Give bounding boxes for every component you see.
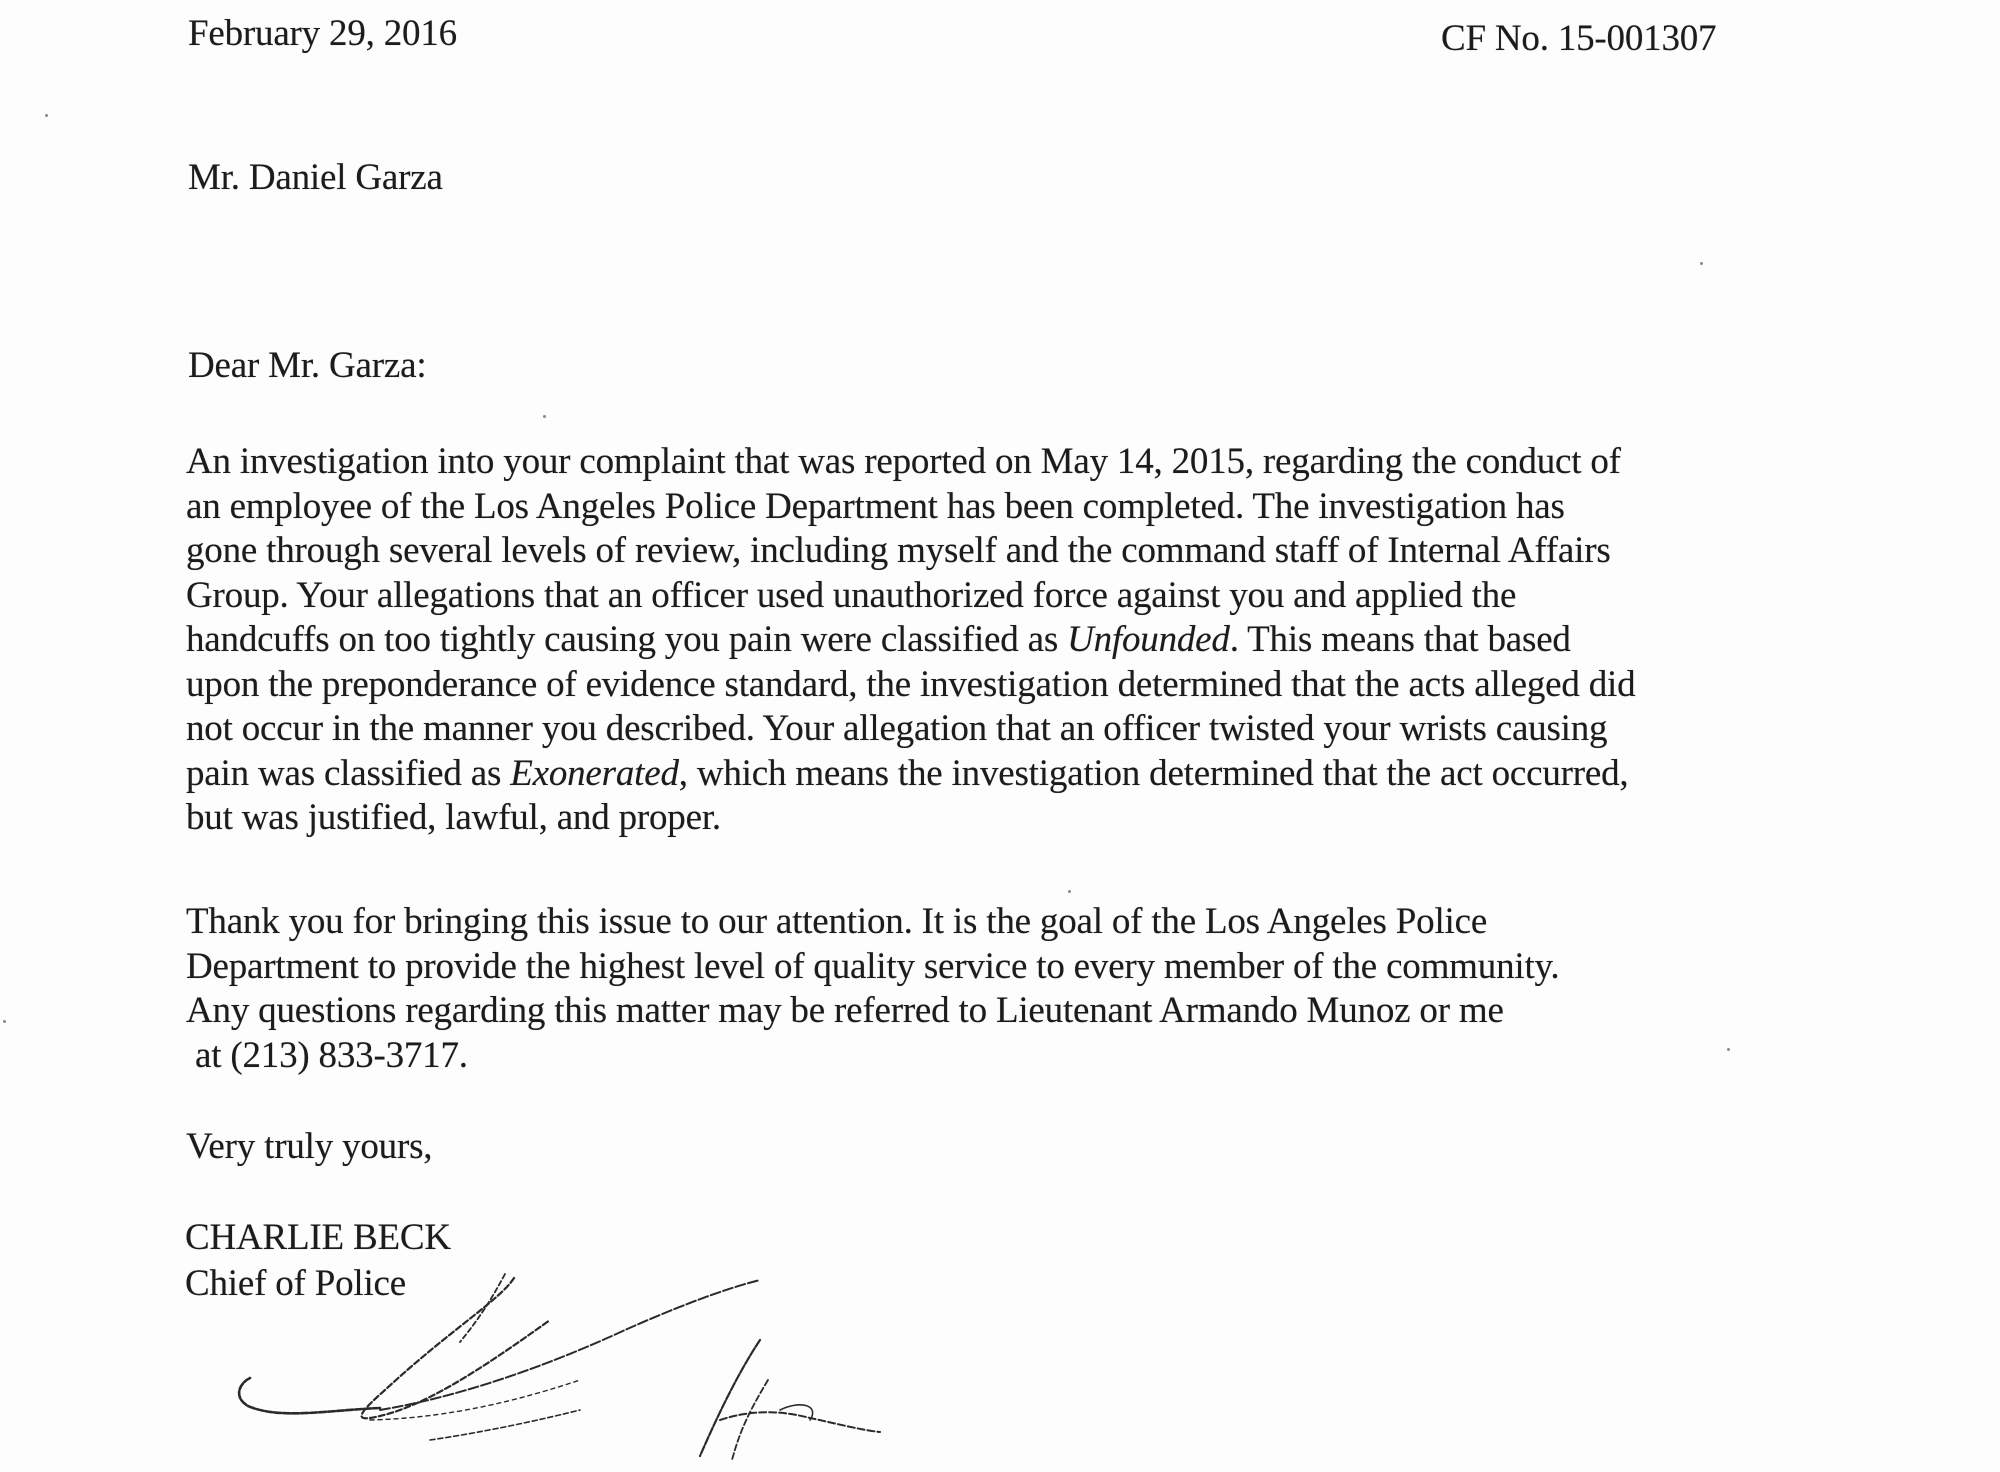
signer-title: Chief of Police	[185, 1263, 407, 1304]
body-paragraph-1	[186, 440, 1635, 841]
scan-speck	[3, 1020, 6, 1023]
salutation: Dear Mr. Garza:	[188, 345, 427, 386]
line-text: pain was classified as	[186, 752, 511, 794]
case-number: CF No. 15-001307	[1441, 18, 1717, 59]
line-text: handcuffs on too tightly causing you pain were classified as	[186, 619, 1068, 660]
handwritten-signature	[220, 1260, 900, 1472]
paragraph-line: but was justified, lawful, and proper.	[186, 797, 721, 838]
paragraph-line	[186, 752, 1635, 797]
scan-speck	[1700, 262, 1703, 265]
scan-speck	[45, 114, 48, 117]
paragraph-line: not occur in the manner you described. Your allegation that an officer twisted your wrists causing	[186, 708, 1608, 749]
paragraph-line: Thank you for bringing this issue to our attention. It is the goal of the Los Angeles Police	[186, 901, 1488, 942]
closing: Very truly yours,	[186, 1126, 433, 1167]
body-paragraph-2	[186, 900, 1559, 1078]
letter-date: February 29, 2016	[188, 13, 457, 54]
paragraph-line: an employee of the Los Angeles Police Department has been completed. The investigation has	[186, 485, 1565, 527]
scan-speck	[1068, 890, 1071, 893]
paragraph-line	[186, 618, 1635, 663]
paragraph-line: upon the preponderance of evidence standard, the investigation determined that the acts alleged did	[186, 663, 1636, 705]
line-text: , which means the investigation determined that the act occurred,	[678, 752, 1629, 794]
phone-line: at (213) 833-3717.	[195, 1034, 468, 1076]
paragraph-line: Department to provide the highest level of quality service to every member of the community.	[186, 945, 1560, 987]
finding-exonerated: Exonerated	[510, 752, 679, 794]
signer-name: CHARLIE BECK	[185, 1217, 451, 1258]
paragraph-line: gone through several levels of review, including myself and the command staff of Internal Affairs	[186, 530, 1611, 571]
finding-unfounded: Unfounded	[1067, 619, 1230, 660]
recipient-name: Mr. Daniel Garza	[188, 157, 443, 198]
paragraph-line: An investigation into your complaint that was reported on May 14, 2015, regarding the conduct of	[186, 441, 1621, 482]
paragraph-line: Group. Your allegations that an officer used unauthorized force against you and applied the	[186, 574, 1517, 616]
scan-speck	[1727, 1048, 1730, 1051]
line-text: . This means that based	[1229, 619, 1571, 660]
scan-speck	[543, 415, 546, 418]
paragraph-line: Any questions regarding this matter may be referred to Lieutenant Armando Munoz or me	[186, 990, 1504, 1031]
